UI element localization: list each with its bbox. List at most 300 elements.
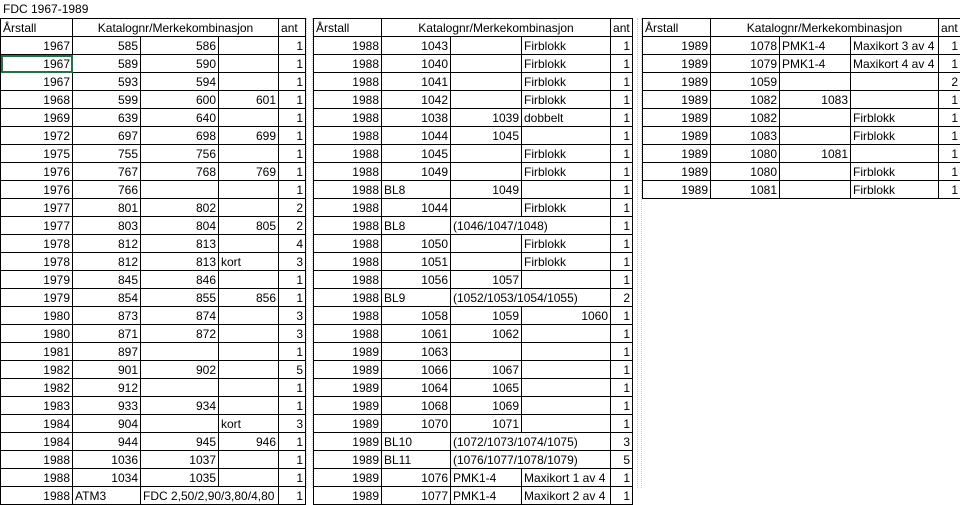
cell-catalog-3[interactable]: Maxikort 3 av 4 — [851, 37, 939, 55]
cell-catalog-1[interactable]: 1036 — [73, 451, 141, 469]
cell-count[interactable]: 1 — [611, 379, 633, 397]
cell-catalog-2[interactable] — [141, 343, 219, 361]
cell-catalog-3[interactable] — [522, 271, 611, 289]
cell-count[interactable]: 1 — [279, 487, 306, 505]
cell-count[interactable]: 1 — [611, 109, 633, 127]
cell-catalog-3[interactable] — [522, 415, 611, 433]
cell-year[interactable]: 1989 — [314, 433, 382, 451]
cell-catalog-2[interactable] — [780, 127, 851, 145]
cell-catalog-3[interactable] — [522, 361, 611, 379]
cell-catalog-3[interactable] — [219, 487, 279, 505]
cell-year[interactable]: 1967 — [1, 55, 73, 73]
cell-catalog-1[interactable]: 589 — [73, 55, 141, 73]
cell-catalog-3[interactable]: Firblokk — [522, 199, 611, 217]
cell-year[interactable]: 1989 — [643, 163, 711, 181]
cell-year[interactable]: 1988 — [314, 289, 382, 307]
cell-catalog-1[interactable]: 1082 — [711, 91, 780, 109]
cell-catalog-3[interactable] — [219, 235, 279, 253]
header-catalog[interactable]: Katalognr/Merkekombinasjon — [382, 19, 611, 37]
cell-catalog-2[interactable]: 1059 — [451, 307, 522, 325]
cell-catalog-1[interactable]: 755 — [73, 145, 141, 163]
cell-year[interactable]: 1989 — [643, 91, 711, 109]
cell-year[interactable]: 1988 — [314, 271, 382, 289]
cell-year[interactable]: 1989 — [643, 109, 711, 127]
cell-catalog-3[interactable]: Firblokk — [851, 109, 939, 127]
cell-year[interactable]: 1989 — [314, 379, 382, 397]
cell-catalog-1[interactable]: 854 — [73, 289, 141, 307]
cell-catalog-2[interactable]: FDC 2,50/2,90/3,80/4,80 — [141, 487, 219, 505]
cell-catalog-1[interactable]: 1041 — [382, 73, 451, 91]
cell-year[interactable]: 1976 — [1, 181, 73, 199]
cell-catalog-1[interactable]: 1063 — [382, 343, 451, 361]
cell-count[interactable]: 1 — [611, 325, 633, 343]
cell-catalog-3[interactable] — [522, 379, 611, 397]
cell-count[interactable]: 5 — [279, 361, 306, 379]
cell-catalog-3[interactable] — [219, 37, 279, 55]
cell-catalog-1[interactable]: 904 — [73, 415, 141, 433]
cell-catalog-2[interactable] — [141, 415, 219, 433]
cell-catalog-1[interactable]: 697 — [73, 127, 141, 145]
cell-year[interactable]: 1967 — [1, 73, 73, 91]
cell-count[interactable]: 1 — [611, 145, 633, 163]
cell-year[interactable]: 1989 — [643, 37, 711, 55]
cell-year[interactable]: 1988 — [314, 37, 382, 55]
cell-catalog-1[interactable]: 812 — [73, 235, 141, 253]
cell-count[interactable]: 1 — [611, 235, 633, 253]
cell-catalog-3[interactable] — [219, 343, 279, 361]
cell-year[interactable]: 1979 — [1, 271, 73, 289]
cell-year[interactable]: 1989 — [314, 415, 382, 433]
cell-catalog-2[interactable]: 1062 — [451, 325, 522, 343]
cell-count[interactable]: 1 — [611, 163, 633, 181]
cell-count[interactable]: 1 — [611, 253, 633, 271]
cell-catalog-2[interactable]: 698 — [141, 127, 219, 145]
cell-count[interactable]: 1 — [279, 163, 306, 181]
cell-count[interactable]: 3 — [279, 307, 306, 325]
cell-catalog-1[interactable]: 1044 — [382, 199, 451, 217]
cell-count[interactable]: 1 — [611, 343, 633, 361]
cell-catalog-3[interactable]: 769 — [219, 163, 279, 181]
cell-catalog-1[interactable]: 1038 — [382, 109, 451, 127]
cell-year[interactable]: 1977 — [1, 199, 73, 217]
cell-count[interactable]: 1 — [611, 487, 633, 505]
cell-catalog-3[interactable]: kort — [219, 253, 279, 271]
cell-year[interactable]: 1988 — [314, 199, 382, 217]
cell-year[interactable]: 1981 — [1, 343, 73, 361]
cell-catalog-3[interactable]: Firblokk — [851, 127, 939, 145]
cell-count[interactable]: 3 — [279, 325, 306, 343]
cell-catalog-1[interactable]: 803 — [73, 217, 141, 235]
cell-year[interactable]: 1980 — [1, 307, 73, 325]
cell-catalog-3[interactable] — [219, 361, 279, 379]
cell-catalog-3[interactable] — [219, 145, 279, 163]
cell-count[interactable]: 1 — [611, 217, 633, 235]
cell-catalog-2[interactable] — [451, 253, 522, 271]
cell-count[interactable]: 1 — [279, 289, 306, 307]
header-count[interactable]: ant — [611, 19, 633, 37]
cell-catalog-2[interactable] — [451, 73, 522, 91]
cell-count[interactable]: 1 — [611, 127, 633, 145]
cell-year[interactable]: 1988 — [314, 109, 382, 127]
cell-catalog-2[interactable] — [451, 343, 522, 361]
cell-count[interactable]: 1 — [279, 433, 306, 451]
cell-year[interactable]: 1983 — [1, 397, 73, 415]
cell-catalog-3[interactable]: Maxikort 4 av 4 — [851, 55, 939, 73]
cell-year[interactable]: 1989 — [314, 469, 382, 487]
cell-catalog-1[interactable]: 1068 — [382, 397, 451, 415]
cell-count[interactable]: 1 — [279, 343, 306, 361]
cell-catalog-1[interactable]: 801 — [73, 199, 141, 217]
cell-catalog-3[interactable] — [219, 469, 279, 487]
header-year[interactable]: Årstall — [314, 19, 382, 37]
cell-catalog-1[interactable]: 767 — [73, 163, 141, 181]
cell-catalog-2[interactable] — [141, 181, 219, 199]
cell-catalog-3[interactable] — [522, 325, 611, 343]
cell-catalog-1[interactable]: 1034 — [73, 469, 141, 487]
cell-catalog-1[interactable]: 1066 — [382, 361, 451, 379]
cell-catalog-2[interactable]: 586 — [141, 37, 219, 55]
cell-catalog-1[interactable]: 1076 — [382, 469, 451, 487]
cell-count[interactable]: 1 — [611, 91, 633, 109]
cell-catalog-1[interactable]: 897 — [73, 343, 141, 361]
cell-year[interactable]: 1988 — [314, 163, 382, 181]
cell-count[interactable]: 1 — [279, 271, 306, 289]
cell-catalog-3[interactable]: 946 — [219, 433, 279, 451]
cell-catalog-1[interactable]: 1082 — [711, 109, 780, 127]
cell-year[interactable]: 1976 — [1, 163, 73, 181]
cell-catalog-1[interactable]: 933 — [73, 397, 141, 415]
cell-catalog-1[interactable]: 1061 — [382, 325, 451, 343]
cell-catalog-2[interactable]: 1045 — [451, 127, 522, 145]
cell-catalog-3[interactable] — [219, 379, 279, 397]
cell-catalog-2[interactable]: (1052/1053/1054/1055) — [451, 289, 522, 307]
cell-count[interactable]: 1 — [611, 271, 633, 289]
cell-catalog-2[interactable]: 1035 — [141, 469, 219, 487]
cell-count[interactable]: 1 — [939, 181, 960, 199]
cell-catalog-3[interactable]: Firblokk — [522, 37, 611, 55]
cell-catalog-1[interactable]: 1044 — [382, 127, 451, 145]
cell-year[interactable]: 1968 — [1, 91, 73, 109]
cell-count[interactable]: 1 — [611, 469, 633, 487]
cell-year[interactable]: 1989 — [314, 451, 382, 469]
cell-catalog-1[interactable]: 1059 — [711, 73, 780, 91]
cell-catalog-3[interactable]: Firblokk — [522, 253, 611, 271]
cell-catalog-3[interactable] — [219, 109, 279, 127]
cell-catalog-2[interactable] — [780, 163, 851, 181]
cell-catalog-1[interactable]: 1064 — [382, 379, 451, 397]
cell-catalog-3[interactable] — [851, 145, 939, 163]
cell-catalog-2[interactable]: 1067 — [451, 361, 522, 379]
cell-catalog-2[interactable]: 802 — [141, 199, 219, 217]
cell-catalog-1[interactable]: 1043 — [382, 37, 451, 55]
cell-catalog-3[interactable] — [522, 181, 611, 199]
cell-catalog-1[interactable]: 1058 — [382, 307, 451, 325]
cell-catalog-3[interactable]: Maxikort 2 av 4 — [522, 487, 611, 505]
cell-catalog-2[interactable]: (1072/1073/1074/1075) — [451, 433, 522, 451]
cell-year[interactable]: 1979 — [1, 289, 73, 307]
cell-count[interactable]: 1 — [611, 307, 633, 325]
cell-catalog-2[interactable]: PMK1-4 — [780, 55, 851, 73]
cell-year[interactable]: 1988 — [1, 487, 73, 505]
cell-catalog-3[interactable]: Firblokk — [522, 163, 611, 181]
cell-count[interactable]: 1 — [279, 145, 306, 163]
cell-year[interactable]: 1989 — [643, 55, 711, 73]
cell-catalog-2[interactable]: 1069 — [451, 397, 522, 415]
cell-count[interactable]: 1 — [611, 55, 633, 73]
cell-catalog-1[interactable]: 585 — [73, 37, 141, 55]
cell-catalog-2[interactable]: 945 — [141, 433, 219, 451]
cell-catalog-1[interactable]: 944 — [73, 433, 141, 451]
cell-catalog-2[interactable]: PMK1-4 — [780, 37, 851, 55]
cell-catalog-2[interactable]: 872 — [141, 325, 219, 343]
cell-year[interactable]: 1988 — [314, 253, 382, 271]
cell-count[interactable]: 4 — [279, 235, 306, 253]
cell-year[interactable]: 1989 — [314, 397, 382, 415]
cell-catalog-1[interactable]: 1079 — [711, 55, 780, 73]
cell-catalog-3[interactable] — [219, 199, 279, 217]
cell-catalog-3[interactable] — [219, 181, 279, 199]
cell-count[interactable]: 3 — [279, 415, 306, 433]
cell-catalog-2[interactable]: 1037 — [141, 451, 219, 469]
cell-catalog-3[interactable]: Firblokk — [851, 181, 939, 199]
cell-catalog-3[interactable]: Firblokk — [522, 55, 611, 73]
cell-catalog-1[interactable]: 871 — [73, 325, 141, 343]
cell-catalog-2[interactable]: PMK1-4 — [451, 469, 522, 487]
cell-year[interactable]: 1984 — [1, 415, 73, 433]
cell-count[interactable]: 2 — [939, 73, 960, 91]
cell-count[interactable]: 1 — [279, 181, 306, 199]
cell-catalog-3[interactable]: kort — [219, 415, 279, 433]
cell-catalog-2[interactable]: 846 — [141, 271, 219, 289]
cell-year[interactable]: 1989 — [314, 343, 382, 361]
cell-catalog-3[interactable] — [522, 127, 611, 145]
cell-year[interactable]: 1978 — [1, 235, 73, 253]
cell-catalog-2[interactable]: 804 — [141, 217, 219, 235]
cell-count[interactable]: 5 — [611, 451, 633, 469]
cell-catalog-3[interactable]: Firblokk — [522, 235, 611, 253]
cell-catalog-2[interactable]: 1081 — [780, 145, 851, 163]
cell-catalog-1[interactable]: BL10 — [382, 433, 451, 451]
cell-year[interactable]: 1972 — [1, 127, 73, 145]
cell-catalog-3[interactable]: Firblokk — [851, 163, 939, 181]
cell-catalog-1[interactable]: 1040 — [382, 55, 451, 73]
cell-catalog-3[interactable] — [851, 91, 939, 109]
cell-catalog-2[interactable] — [780, 73, 851, 91]
cell-catalog-1[interactable]: 1080 — [711, 145, 780, 163]
cell-count[interactable]: 1 — [611, 361, 633, 379]
cell-catalog-1[interactable]: 1083 — [711, 127, 780, 145]
cell-catalog-3[interactable]: Firblokk — [522, 145, 611, 163]
cell-year[interactable]: 1982 — [1, 361, 73, 379]
cell-count[interactable]: 1 — [279, 397, 306, 415]
cell-count[interactable]: 1 — [279, 37, 306, 55]
cell-catalog-1[interactable]: 1070 — [382, 415, 451, 433]
cell-year[interactable]: 1982 — [1, 379, 73, 397]
cell-catalog-2[interactable]: 902 — [141, 361, 219, 379]
cell-year[interactable]: 1988 — [314, 145, 382, 163]
cell-catalog-3[interactable]: Firblokk — [522, 91, 611, 109]
cell-year[interactable]: 1988 — [314, 181, 382, 199]
cell-catalog-2[interactable]: 934 — [141, 397, 219, 415]
cell-catalog-1[interactable]: 1050 — [382, 235, 451, 253]
cell-count[interactable]: 2 — [611, 289, 633, 307]
cell-year[interactable]: 1988 — [314, 235, 382, 253]
cell-catalog-1[interactable]: 1051 — [382, 253, 451, 271]
cell-year[interactable]: 1989 — [314, 361, 382, 379]
cell-year[interactable]: 1975 — [1, 145, 73, 163]
cell-year[interactable]: 1988 — [314, 217, 382, 235]
cell-catalog-2[interactable] — [141, 379, 219, 397]
cell-count[interactable]: 1 — [611, 199, 633, 217]
cell-catalog-2[interactable]: 813 — [141, 253, 219, 271]
cell-year[interactable]: 1989 — [643, 127, 711, 145]
header-catalog[interactable]: Katalognr/Merkekombinasjon — [73, 19, 279, 37]
cell-year[interactable]: 1988 — [314, 55, 382, 73]
cell-catalog-1[interactable]: 1080 — [711, 163, 780, 181]
cell-catalog-1[interactable]: BL8 — [382, 217, 451, 235]
cell-catalog-1[interactable]: BL8 — [382, 181, 451, 199]
cell-count[interactable]: 1 — [939, 163, 960, 181]
cell-catalog-3[interactable] — [219, 451, 279, 469]
cell-catalog-1[interactable]: 1042 — [382, 91, 451, 109]
cell-catalog-3[interactable] — [851, 73, 939, 91]
cell-catalog-1[interactable]: 639 — [73, 109, 141, 127]
cell-catalog-2[interactable]: 590 — [141, 55, 219, 73]
cell-catalog-3[interactable] — [219, 271, 279, 289]
cell-catalog-1[interactable]: BL11 — [382, 451, 451, 469]
cell-catalog-3[interactable] — [522, 397, 611, 415]
cell-catalog-1[interactable]: 1077 — [382, 487, 451, 505]
cell-count[interactable]: 2 — [279, 217, 306, 235]
cell-count[interactable]: 1 — [279, 469, 306, 487]
cell-catalog-1[interactable]: 599 — [73, 91, 141, 109]
cell-catalog-3[interactable] — [219, 325, 279, 343]
cell-year[interactable]: 1988 — [314, 307, 382, 325]
cell-catalog-2[interactable] — [451, 163, 522, 181]
cell-catalog-2[interactable] — [451, 55, 522, 73]
cell-catalog-2[interactable] — [451, 145, 522, 163]
header-count[interactable]: ant — [279, 19, 306, 37]
cell-year[interactable]: 1989 — [643, 145, 711, 163]
cell-catalog-2[interactable] — [451, 91, 522, 109]
cell-count[interactable]: 1 — [611, 37, 633, 55]
cell-catalog-1[interactable]: 812 — [73, 253, 141, 271]
cell-count[interactable]: 1 — [611, 73, 633, 91]
sheet-title[interactable]: FDC 1967-1989 — [3, 1, 88, 17]
cell-catalog-2[interactable]: 768 — [141, 163, 219, 181]
cell-year[interactable]: 1988 — [1, 469, 73, 487]
cell-count[interactable]: 1 — [279, 109, 306, 127]
cell-year[interactable]: 1989 — [643, 181, 711, 199]
cell-count[interactable]: 2 — [279, 199, 306, 217]
cell-catalog-2[interactable]: 1071 — [451, 415, 522, 433]
cell-year[interactable]: 1988 — [314, 91, 382, 109]
cell-count[interactable]: 1 — [611, 181, 633, 199]
cell-year[interactable]: 1969 — [1, 109, 73, 127]
cell-catalog-1[interactable]: 1081 — [711, 181, 780, 199]
cell-catalog-2[interactable]: 1049 — [451, 181, 522, 199]
cell-catalog-2[interactable]: 813 — [141, 235, 219, 253]
cell-catalog-3[interactable]: 1060 — [522, 307, 611, 325]
cell-catalog-1[interactable]: 1045 — [382, 145, 451, 163]
cell-catalog-1[interactable]: ATM3 — [73, 487, 141, 505]
cell-count[interactable]: 3 — [279, 253, 306, 271]
cell-catalog-3[interactable]: dobbelt — [522, 109, 611, 127]
cell-catalog-2[interactable]: (1046/1047/1048) — [451, 217, 522, 235]
cell-catalog-2[interactable]: 855 — [141, 289, 219, 307]
cell-count[interactable]: 3 — [611, 433, 633, 451]
cell-catalog-2[interactable]: (1076/1077/1078/1079) — [451, 451, 522, 469]
cell-catalog-3[interactable] — [522, 343, 611, 361]
cell-count[interactable]: 1 — [279, 127, 306, 145]
cell-year[interactable]: 1988 — [314, 325, 382, 343]
cell-count[interactable]: 1 — [279, 91, 306, 109]
cell-catalog-1[interactable]: 1056 — [382, 271, 451, 289]
header-year[interactable]: Årstall — [1, 19, 73, 37]
cell-catalog-1[interactable]: 901 — [73, 361, 141, 379]
cell-catalog-1[interactable]: 1078 — [711, 37, 780, 55]
cell-catalog-2[interactable] — [780, 181, 851, 199]
cell-count[interactable]: 1 — [279, 379, 306, 397]
cell-catalog-3[interactable]: Maxikort 1 av 4 — [522, 469, 611, 487]
cell-catalog-2[interactable] — [780, 109, 851, 127]
cell-catalog-1[interactable]: 845 — [73, 271, 141, 289]
cell-catalog-2[interactable]: 1039 — [451, 109, 522, 127]
cell-catalog-3[interactable] — [219, 73, 279, 91]
header-count[interactable]: ant — [939, 19, 960, 37]
cell-catalog-2[interactable]: 594 — [141, 73, 219, 91]
cell-catalog-2[interactable] — [451, 199, 522, 217]
cell-catalog-2[interactable]: 1065 — [451, 379, 522, 397]
cell-catalog-2[interactable] — [451, 37, 522, 55]
cell-count[interactable]: 1 — [611, 397, 633, 415]
cell-catalog-2[interactable]: 756 — [141, 145, 219, 163]
cell-count[interactable]: 1 — [939, 37, 960, 55]
cell-year[interactable]: 1980 — [1, 325, 73, 343]
cell-catalog-2[interactable] — [451, 235, 522, 253]
cell-catalog-2[interactable]: 600 — [141, 91, 219, 109]
cell-year[interactable]: 1988 — [314, 73, 382, 91]
cell-catalog-3[interactable]: 856 — [219, 289, 279, 307]
cell-catalog-2[interactable]: 640 — [141, 109, 219, 127]
cell-count[interactable]: 1 — [939, 145, 960, 163]
cell-year[interactable]: 1988 — [314, 127, 382, 145]
cell-catalog-3[interactable] — [219, 397, 279, 415]
cell-count[interactable]: 1 — [611, 415, 633, 433]
cell-catalog-2[interactable]: 874 — [141, 307, 219, 325]
cell-count[interactable]: 1 — [279, 73, 306, 91]
cell-catalog-1[interactable]: 873 — [73, 307, 141, 325]
cell-catalog-2[interactable]: 1057 — [451, 271, 522, 289]
header-catalog[interactable]: Katalognr/Merkekombinasjon — [711, 19, 939, 37]
cell-catalog-2[interactable]: PMK1-4 — [451, 487, 522, 505]
cell-year[interactable]: 1977 — [1, 217, 73, 235]
cell-catalog-3[interactable]: 601 — [219, 91, 279, 109]
cell-catalog-3[interactable] — [219, 55, 279, 73]
cell-catalog-1[interactable]: 912 — [73, 379, 141, 397]
cell-count[interactable]: 1 — [279, 451, 306, 469]
cell-year[interactable]: 1978 — [1, 253, 73, 271]
cell-count[interactable]: 1 — [939, 109, 960, 127]
cell-year[interactable]: 1989 — [314, 487, 382, 505]
cell-catalog-1[interactable]: 593 — [73, 73, 141, 91]
cell-year[interactable]: 1984 — [1, 433, 73, 451]
cell-catalog-3[interactable] — [219, 307, 279, 325]
cell-count[interactable]: 1 — [939, 55, 960, 73]
cell-year[interactable]: 1988 — [1, 451, 73, 469]
header-year[interactable]: Årstall — [643, 19, 711, 37]
cell-count[interactable]: 1 — [939, 127, 960, 145]
